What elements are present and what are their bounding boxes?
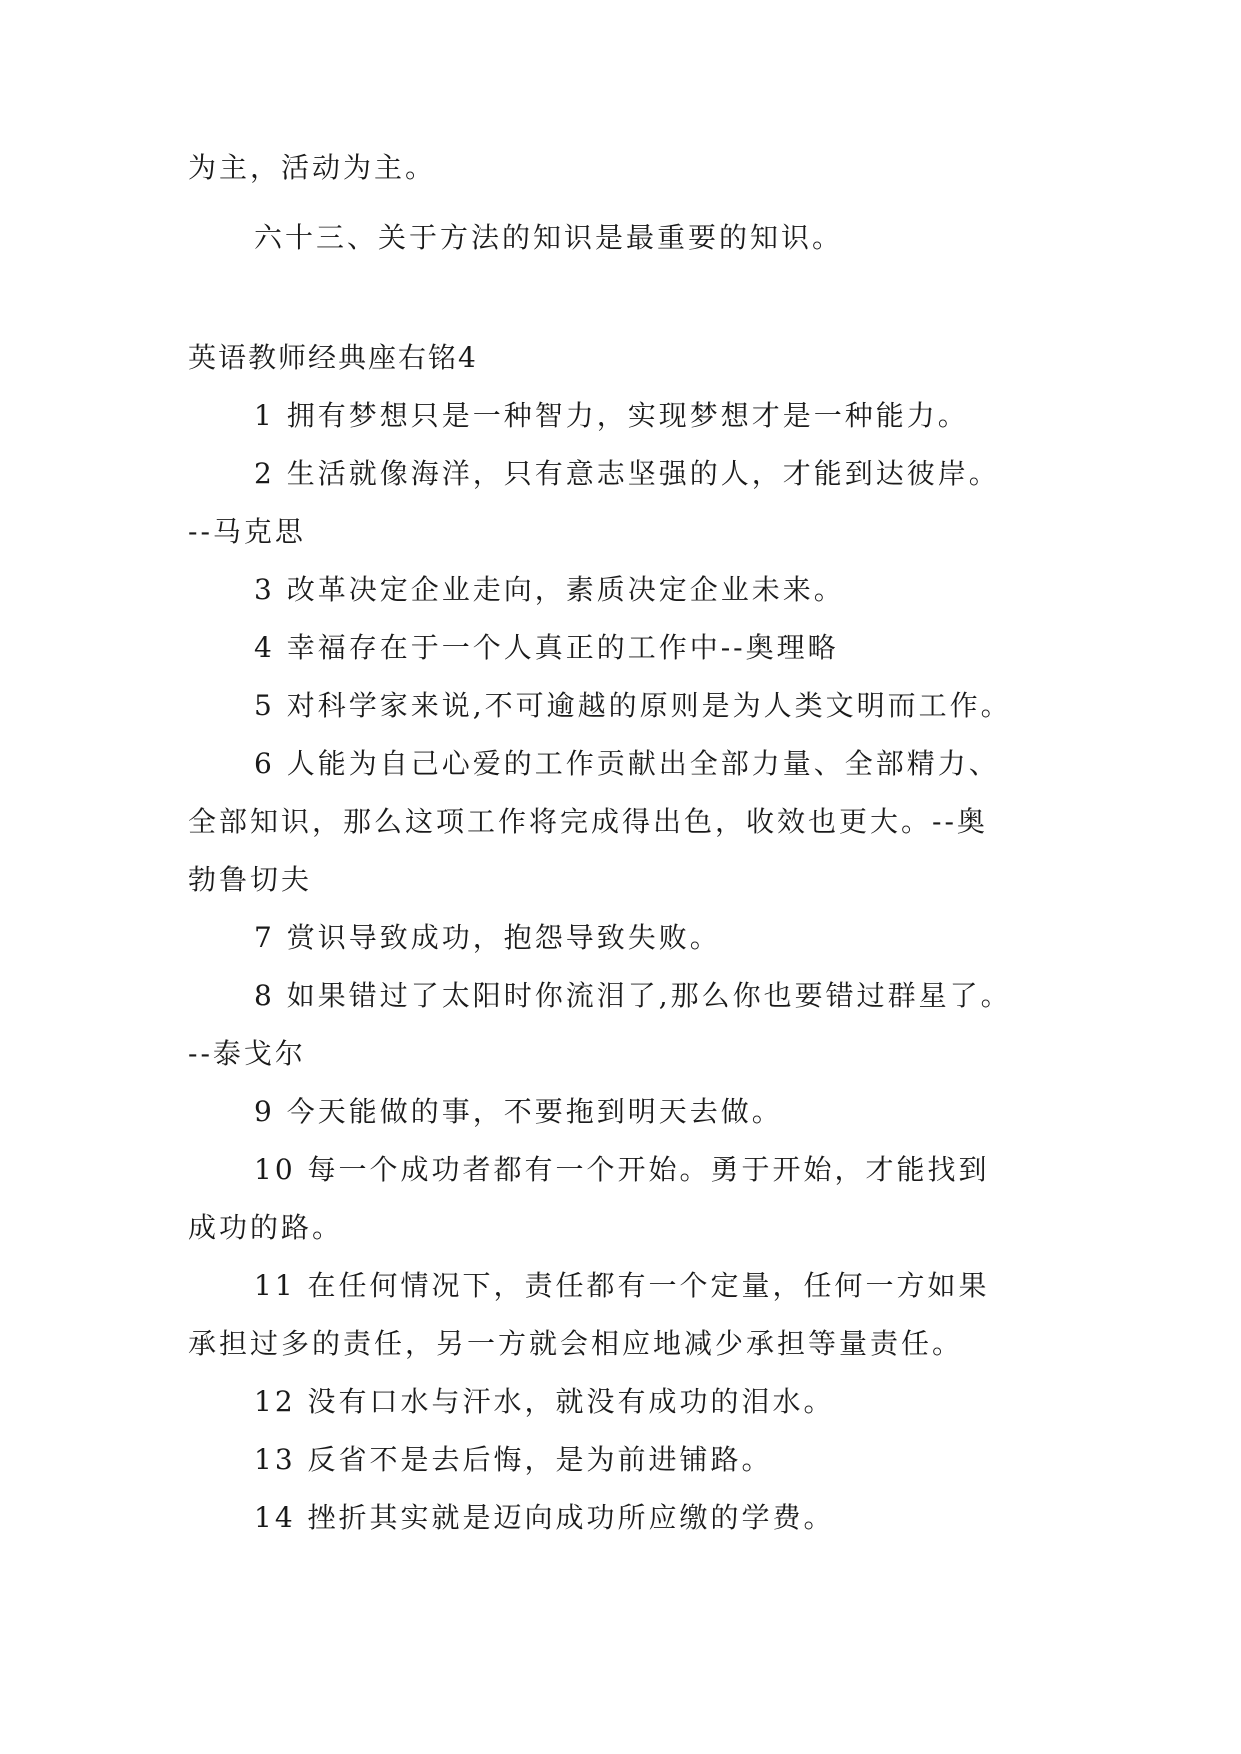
quote-line: 成功的路。 <box>188 1211 344 1244</box>
quote-line: 10 每一个成功者都有一个开始。勇于开始，才能找到 <box>254 1153 990 1186</box>
paragraph-line: 为主，活动为主。 <box>188 151 437 184</box>
quote-line: 8 如果错过了太阳时你流泪了,那么你也要错过群星了。 <box>254 979 1012 1012</box>
section-heading: 英语教师经典座右铭4 <box>188 341 478 374</box>
quote-line: 11 在任何情况下，责任都有一个定量，任何一方如果 <box>254 1269 990 1302</box>
quote-line: 6 人能为自己心爱的工作贡献出全部力量、全部精力、 <box>254 747 1000 780</box>
quote-line: 1 拥有梦想只是一种智力，实现梦想才是一种能力。 <box>254 399 969 432</box>
quote-line: 13 反省不是去后悔，是为前进铺路。 <box>254 1443 773 1476</box>
quote-line: 全部知识，那么这项工作将完成得出色，收效也更大。--奥 <box>188 805 988 838</box>
quote-line: 承担过多的责任，另一方就会相应地减少承担等量责任。 <box>188 1327 964 1360</box>
quote-line: 7 赏识导致成功，抱怨导致失败。 <box>254 921 721 954</box>
quote-line: 2 生活就像海洋，只有意志坚强的人，才能到达彼岸。 <box>254 457 1000 490</box>
quote-line: 4 幸福存在于一个人真正的工作中--奥理略 <box>254 631 839 664</box>
quote-attribution: --泰戈尔 <box>188 1037 306 1070</box>
quote-attribution: 勃鲁切夫 <box>188 863 313 896</box>
quote-line: 12 没有口水与汗水，就没有成功的泪水。 <box>254 1385 835 1418</box>
quote-line: 3 改革决定企业走向，素质决定企业未来。 <box>254 573 845 606</box>
quote-line: 9 今天能做的事，不要拖到明天去做。 <box>254 1095 783 1128</box>
quote-line: 14 挫折其实就是迈向成功所应缴的学费。 <box>254 1501 835 1534</box>
quote-line: 5 对科学家来说,不可逾越的原则是为人类文明而工作。 <box>254 689 1012 722</box>
paragraph-line: 六十三、关于方法的知识是最重要的知识。 <box>254 221 844 254</box>
quote-attribution: --马克思 <box>188 515 306 548</box>
